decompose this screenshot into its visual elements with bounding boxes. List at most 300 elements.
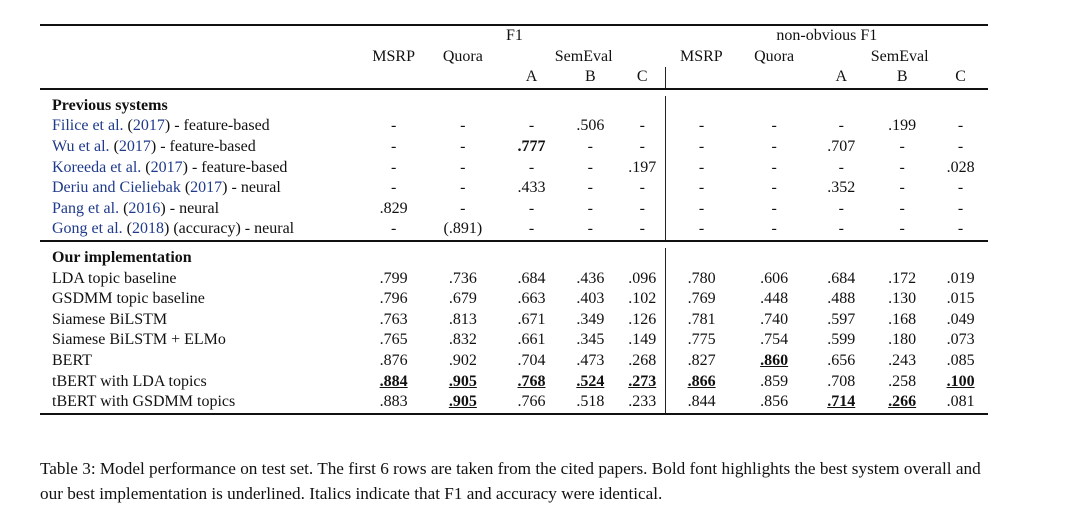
cell-value: -: [639, 117, 645, 135]
cell-value: .349: [576, 310, 605, 328]
table-cell: [424, 137, 501, 158]
citation-link[interactable]: Pang et al.: [52, 199, 120, 217]
cell-value: .049: [946, 310, 975, 328]
cell-value: -: [460, 117, 466, 135]
cell-value: .352: [827, 179, 856, 197]
table-cell: [619, 392, 665, 414]
table-cell: [737, 330, 811, 351]
cell-value: .606: [760, 269, 789, 287]
cell-value: .905: [448, 393, 477, 411]
cell-value: .126: [628, 310, 657, 328]
table-row: [40, 372, 988, 393]
col-header-msrp-nonobvious: MSRP: [679, 47, 723, 65]
cell-value: .266: [888, 393, 917, 411]
cell-value: -: [957, 117, 964, 135]
cell-value: .403: [576, 290, 605, 308]
table-cell: [502, 330, 562, 351]
citation-year-link[interactable]: 2018: [131, 220, 164, 238]
table-cell: [737, 158, 811, 179]
table-row: [40, 351, 988, 372]
table-cell: [811, 269, 871, 290]
table-cell: [424, 219, 501, 241]
cell-value: .243: [888, 351, 917, 369]
table-cell: [811, 116, 871, 137]
table-cell: [619, 219, 665, 241]
table-cell: [502, 178, 562, 199]
cell-value: .769: [687, 290, 716, 308]
cell-value: -: [587, 158, 593, 176]
table-cell: [871, 372, 933, 393]
table-cell: [871, 330, 933, 351]
table-cell: [424, 199, 501, 220]
table-cell: [933, 116, 988, 137]
cell-value: .905: [448, 372, 477, 390]
cell-value: .768: [517, 372, 546, 390]
table-cell: [363, 392, 424, 414]
row-label: Koreeda et al. (2017) - feature-based: [52, 158, 288, 176]
table-cell: [561, 310, 619, 331]
citation-year-link[interactable]: 2017: [190, 179, 223, 197]
table-cell: [619, 289, 665, 310]
citation-year-link[interactable]: 2016: [128, 199, 161, 217]
table-row: [40, 392, 988, 414]
table-row: [40, 178, 988, 199]
citation-year-link[interactable]: 2017: [132, 117, 165, 135]
cell-value: -: [390, 137, 397, 155]
cell-value: -: [698, 199, 705, 217]
row-label: Filice et al. (2017) - feature-based: [52, 117, 270, 135]
cell-value: -: [838, 117, 844, 135]
row-label-suffix: - feature-based: [170, 117, 270, 135]
cell-value: .656: [827, 351, 856, 369]
table-cell: [737, 310, 811, 331]
table-cell: [933, 158, 988, 179]
cell-value: -: [771, 220, 777, 238]
table-cell: [424, 289, 501, 310]
cell-value: .829: [379, 199, 408, 217]
cell-value: -: [390, 220, 397, 238]
cell-value: .775: [687, 331, 716, 349]
table-cell: [502, 351, 562, 372]
table-cell: [811, 351, 871, 372]
table-cell: [666, 269, 737, 290]
table-cell: [561, 158, 619, 179]
cell-value: -: [587, 199, 593, 217]
cell-value: -: [771, 158, 777, 176]
cell-value: -: [528, 199, 535, 217]
cell-value: .102: [628, 290, 657, 308]
table-cell: [666, 310, 737, 331]
table-cell: [619, 199, 665, 220]
row-label: Gong et al. (2018) (accuracy) - neural: [40, 219, 363, 241]
col-header-msrp: MSRP: [372, 47, 415, 65]
table-cell: [363, 310, 424, 331]
cell-value: .671: [517, 310, 546, 328]
table-cell: [871, 116, 933, 137]
row-label: Siamese BiLSTM + ELMo: [52, 331, 226, 349]
row-label: LDA topic baseline: [52, 269, 177, 287]
table-cell: [737, 219, 811, 241]
table-cell: [666, 116, 737, 137]
table-cell: [363, 330, 424, 351]
cell-value: .172: [888, 269, 917, 287]
table-cell: [502, 392, 562, 414]
cell-value: .832: [448, 331, 477, 349]
citation-link[interactable]: Deriu and Cieliebak: [52, 179, 181, 197]
table-cell: [666, 372, 737, 393]
table-cell: [811, 199, 871, 220]
table-cell: [561, 137, 619, 158]
cell-value: .736: [448, 269, 477, 287]
cell-value: .597: [827, 310, 856, 328]
table-cell: [502, 199, 562, 220]
table-cell: [424, 178, 501, 199]
table-cell: [737, 392, 811, 414]
table-cell: [363, 269, 424, 290]
cell-value: -: [771, 179, 777, 197]
section-spacer: [40, 89, 988, 96]
cell-value: -: [587, 137, 593, 155]
cell-value: .273: [628, 372, 657, 390]
cell-value: .827: [687, 351, 716, 369]
cell-value: .765: [379, 331, 408, 349]
cell-value: -: [899, 179, 905, 197]
subheader-b-nonobvious: B: [871, 67, 933, 89]
cell-value: .663: [517, 290, 546, 308]
cell-value: .258: [888, 372, 917, 390]
cell-value: .096: [628, 269, 657, 287]
table-cell: [561, 392, 619, 414]
table-cell: [502, 137, 562, 158]
table-cell: [561, 330, 619, 351]
table-cell: [666, 199, 737, 220]
table-cell: [363, 158, 424, 179]
cell-value: .506: [576, 117, 605, 135]
cell-value: -: [838, 158, 844, 176]
citation-link[interactable]: Gong et al.: [52, 220, 123, 238]
table-cell: [666, 289, 737, 310]
table-cell: [619, 310, 665, 331]
table-row: [40, 289, 988, 310]
cell-value: .859: [760, 372, 789, 390]
cell-value: .866: [687, 372, 716, 390]
table-cell: [619, 137, 665, 158]
cell-value: -: [899, 199, 905, 217]
table-cell: [737, 137, 811, 158]
row-label-suffix: - neural: [165, 199, 220, 217]
cell-value: .488: [827, 290, 856, 308]
subheader-c-nonobvious: C: [933, 67, 988, 89]
table-cell: [666, 351, 737, 372]
table-cell: [502, 219, 562, 241]
cell-value: -: [460, 199, 466, 217]
table-row: [40, 158, 988, 179]
table-cell: [871, 289, 933, 310]
cell-value: .149: [628, 331, 657, 349]
cell-value: .844: [687, 393, 716, 411]
table-cell: [666, 330, 737, 351]
table-cell: [363, 199, 424, 220]
cell-value: -: [771, 137, 777, 155]
section-title-row: [40, 96, 988, 117]
table-cell: [424, 158, 501, 179]
cell-value: .856: [760, 393, 789, 411]
table-cell: [933, 289, 988, 310]
table-cell: [933, 330, 988, 351]
cell-value: .473: [576, 351, 605, 369]
cell-value: .860: [760, 351, 789, 369]
citation-year-link[interactable]: 2017: [118, 137, 151, 155]
cell-value: .704: [517, 351, 546, 369]
cell-value: .168: [888, 310, 917, 328]
table-cell: [811, 330, 871, 351]
results-table-container: [40, 24, 988, 415]
cell-value: -: [587, 220, 593, 238]
cell-value: .754: [760, 331, 789, 349]
table-cell: [933, 372, 988, 393]
row-label: Wu et al. (2017) - feature-based: [52, 137, 256, 155]
table-row: [40, 137, 988, 158]
table-cell: [871, 351, 933, 372]
table-cell: [737, 372, 811, 393]
table-cell: [666, 392, 737, 414]
table-body: [40, 89, 988, 414]
row-label-suffix: (accuracy) - neural: [169, 220, 295, 238]
table-cell: [363, 372, 424, 393]
row-label-suffix: - feature-based: [187, 158, 288, 176]
cell-value: -: [528, 220, 535, 238]
table-cell: [363, 351, 424, 372]
table-cell: [502, 158, 562, 179]
citation-link[interactable]: Filice et al.: [52, 117, 124, 135]
cell-value: -: [957, 179, 964, 197]
table-cell: [424, 372, 501, 393]
cell-value: (.891): [443, 220, 483, 238]
subheader-c: C: [619, 67, 665, 89]
section-title: Previous systems: [52, 96, 168, 114]
group-header-non-obvious-f1: non-obvious F1: [666, 25, 988, 47]
citation-year-link[interactable]: 2017: [150, 158, 183, 176]
subheader-row: [40, 67, 988, 89]
cell-value: .902: [448, 351, 477, 369]
cell-value: -: [771, 117, 777, 135]
table-cell: [811, 372, 871, 393]
table-row: [40, 330, 988, 351]
table-cell: [666, 158, 737, 179]
citation-link[interactable]: Koreeda et al.: [52, 158, 142, 176]
table-cell: [737, 289, 811, 310]
table-cell: [811, 137, 871, 158]
table-cell: [737, 178, 811, 199]
table-cell: [363, 137, 424, 158]
row-label: Siamese BiLSTM: [52, 310, 168, 328]
cell-value: .599: [827, 331, 856, 349]
table-cell: [363, 219, 424, 241]
table-cell: [871, 269, 933, 290]
table-cell: [619, 158, 665, 179]
cell-value: .268: [628, 351, 657, 369]
table-cell: [933, 219, 988, 241]
cell-value: .197: [628, 158, 657, 176]
cell-value: -: [698, 158, 705, 176]
subheader-b: B: [561, 67, 619, 89]
cell-value: -: [838, 199, 844, 217]
table-cell: [502, 269, 562, 290]
table-cell: [871, 178, 933, 199]
table-cell: [871, 158, 933, 179]
cell-value: .100: [946, 372, 975, 390]
row-label-suffix: - neural: [227, 179, 281, 197]
cell-value: .448: [760, 290, 789, 308]
table-cell: [737, 199, 811, 220]
table-cell: [619, 330, 665, 351]
table-cell: [933, 392, 988, 414]
cell-value: -: [639, 199, 645, 217]
table-cell: [424, 310, 501, 331]
table-row: [40, 219, 988, 241]
table-cell: [933, 178, 988, 199]
table-cell: [871, 137, 933, 158]
column-header-row: [40, 47, 988, 68]
table-cell: [502, 372, 562, 393]
cell-value: -: [698, 117, 705, 135]
cell-value: .015: [946, 290, 975, 308]
table-cell: [619, 372, 665, 393]
cell-value: .679: [448, 290, 477, 308]
row-label: Deriu and Cieliebak (2017) - neural: [52, 179, 281, 197]
cell-value: -: [957, 137, 964, 155]
subheader-a-nonobvious: A: [811, 67, 871, 89]
cell-value: .780: [687, 269, 716, 287]
table-cell: [666, 137, 737, 158]
cell-value: -: [460, 158, 466, 176]
cell-value: .073: [946, 331, 975, 349]
group-header-row: [40, 25, 988, 47]
cell-value: .799: [379, 269, 408, 287]
cell-value: -: [390, 117, 397, 135]
row-label: Pang et al. (2016) - neural: [52, 199, 220, 217]
cell-value: -: [698, 179, 705, 197]
cell-value: .777: [517, 137, 546, 155]
cell-value: .708: [827, 372, 856, 390]
cell-value: -: [639, 137, 645, 155]
table-cell: [424, 351, 501, 372]
cell-value: -: [390, 158, 397, 176]
row-label: BERT: [52, 351, 92, 369]
cell-value: -: [528, 158, 535, 176]
cell-value: -: [698, 220, 705, 238]
row-label-suffix: - feature-based: [156, 137, 256, 155]
table-cell: [933, 351, 988, 372]
table-cell: [561, 351, 619, 372]
table-cell: [619, 269, 665, 290]
col-header-quora-nonobvious: Quora: [754, 47, 795, 65]
group-header-f1: F1: [363, 25, 666, 47]
cell-value: -: [899, 158, 905, 176]
cell-value: .524: [576, 372, 605, 390]
table-row: [40, 310, 988, 331]
cell-value: -: [771, 199, 777, 217]
cell-value: -: [899, 220, 905, 238]
table-cell: [933, 269, 988, 290]
results-table: [40, 24, 988, 415]
cell-value: -: [639, 220, 645, 238]
table-cell: [811, 219, 871, 241]
table-cell: [502, 289, 562, 310]
table-cell: [424, 116, 501, 137]
table-cell: [561, 178, 619, 199]
cell-value: .740: [760, 310, 789, 328]
table-cell: [424, 269, 501, 290]
cell-value: -: [838, 220, 844, 238]
table-cell: [619, 116, 665, 137]
table-cell: [561, 199, 619, 220]
table-cell: [871, 310, 933, 331]
table-cell: [424, 392, 501, 414]
table-row: [40, 199, 988, 220]
table-cell: [619, 178, 665, 199]
cell-value: .707: [827, 137, 856, 155]
cell-value: .781: [687, 310, 716, 328]
table-cell: [811, 289, 871, 310]
section-title-row: [40, 248, 988, 269]
table-cell: [811, 310, 871, 331]
table-cell: [502, 116, 562, 137]
cell-value: .876: [379, 351, 408, 369]
cell-value: .763: [379, 310, 408, 328]
cell-value: -: [528, 117, 535, 135]
table-cell: [737, 116, 811, 137]
section-title: Our implementation: [52, 248, 192, 266]
cell-value: -: [639, 179, 645, 197]
cell-value: .884: [379, 372, 408, 390]
cell-value: .436: [576, 269, 605, 287]
cell-value: .019: [946, 269, 975, 287]
cell-value: .766: [517, 393, 546, 411]
table-cell: [811, 392, 871, 414]
citation-link[interactable]: Wu et al.: [52, 137, 110, 155]
row-label: GSDMM topic baseline: [52, 290, 205, 308]
table-row: [40, 269, 988, 290]
table-cell: [561, 219, 619, 241]
subheader-a: A: [502, 67, 562, 89]
cell-value: -: [460, 179, 466, 197]
section-spacer: [40, 241, 988, 248]
cell-value: .081: [946, 393, 975, 411]
cell-value: -: [390, 179, 397, 197]
cell-value: -: [587, 179, 593, 197]
cell-value: .684: [827, 269, 856, 287]
cell-value: .661: [517, 331, 546, 349]
cell-value: .518: [576, 393, 605, 411]
col-header-semeval: SemEval: [554, 47, 613, 65]
cell-value: .085: [946, 351, 975, 369]
table-cell: [933, 199, 988, 220]
table-row: [40, 116, 988, 137]
cell-value: -: [957, 220, 964, 238]
table-cell: [666, 178, 737, 199]
cell-value: .433: [517, 179, 546, 197]
table-cell: [561, 269, 619, 290]
cell-value: -: [460, 137, 466, 155]
table-cell: [363, 289, 424, 310]
col-header-semeval-nonobvious: SemEval: [870, 47, 929, 65]
table-cell: [561, 116, 619, 137]
table-cell: [737, 269, 811, 290]
table-cell: [363, 116, 424, 137]
table-cell: [666, 219, 737, 241]
table-cell: [811, 178, 871, 199]
